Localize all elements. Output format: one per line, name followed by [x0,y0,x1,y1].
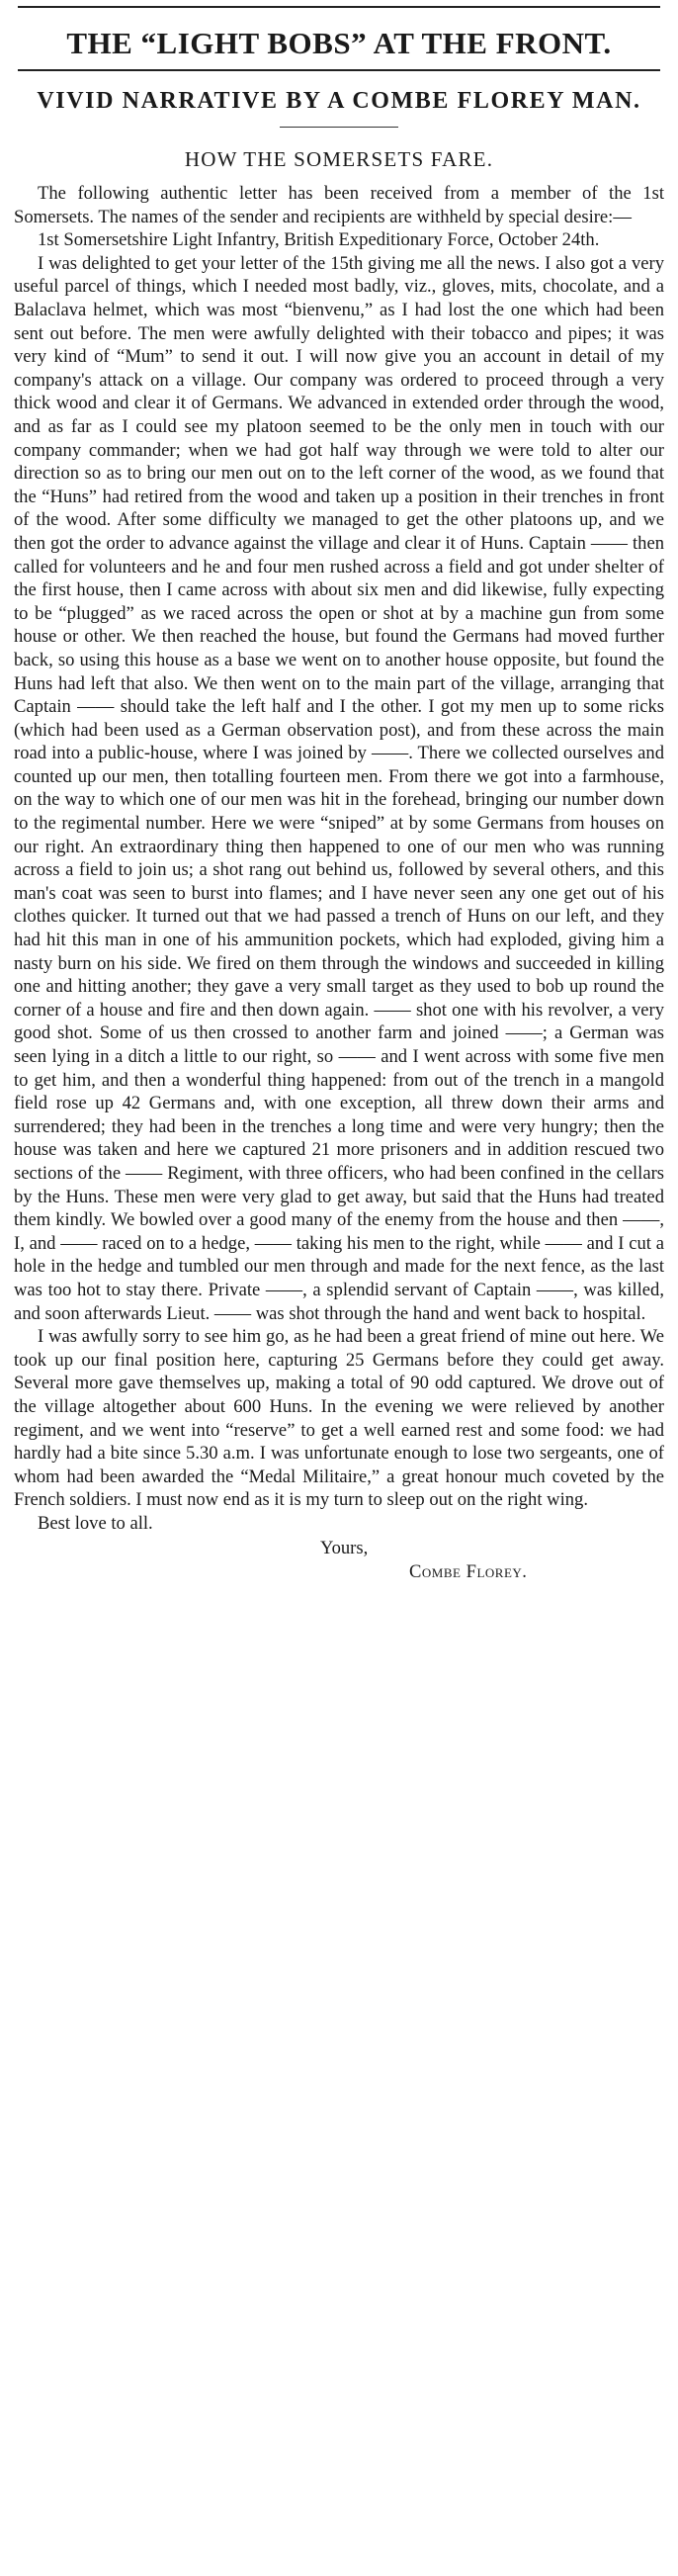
intro-paragraph: The following authentic letter has been received from a member of the 1st Somersets. The names of the sender and recipients are withheld by special desire:— [14,183,664,227]
top-rule [18,6,660,8]
short-divider [280,127,398,128]
closing-block [14,1537,664,1583]
closing-yours: Yours, [320,1538,369,1559]
letter-paragraph: I was awfully sorry to see him go, as he had been a great friend of mine out here. We took up our final position here, capturing 25 Germans before they could get away. Several more gave themselves up, making a total of 90 odd captured. We drove out of the village altogether about 600 Huns. In the evening we were relieved by another regiment, and we went into “reserve” to get a well earned rest and some food: we had hardly had a bite since 5.30 a.m. I was unfortunate enough to lose two sergeants, one of whom had been awarded the “Medal Militaire,” a great honour much coveted by the French soldiers. I must now end as it is my turn to sleep out on the right wing. [14,1326,664,1511]
letter-dateline: 1st Somersetshire Light Infantry, British Expeditionary Force, October 24th. [38,229,600,251]
letter-paragraph: I was delighted to get your letter of the 15th giving me all the news. I also got a very useful parcel of things, which I needed most badly, viz., gloves, mits, chocolate, and a Balaclava helmet, which was most “bienvenu,” as I had lost the one which had been sent out before. The men were awfully delighted with their tobacco and pipes; it was very kind of “Mum” to send it out. I will now give you an account in detail of my company's attack on a village. Our company was ordered to proceed through a very thick wood and clear it of Germans. We advanced in extended order through the wood, and as far as I could see my platoon seemed to be the only men in touch with our company commander; when we had got half way through we were told to alter our direction so as to bring our men out on to the left corner of the wood, as we found that the “Huns” had retired from the wood and taken up a position in their trenches in front of the wood. After some difficulty we managed to get the other platoons up, and we then got the order to advance against the village and clear it of Huns. Captain —— then called for volunteers and he and four men rushed across a field and got under shelter of the first house, then I came across with about six men and did likewise, fully expecting to be “plugged” as we raced across the open or shot at by a machine gun from some house or other. We then reached the house, but found the Germans had moved further back, so using this house as a base we went on to another house opposite, but found the Huns had left that also. We then went on to the main part of the village, arranging that Captain —— should take the left half and I the other. I got my men up to some ricks (which had been used as a German observation post), and from these across the main road into a public-house, where I was joined by ——. There we collected ourselves and counted up our men, then totalling fourteen men. From there we got into a farmhouse, on the way to which one of our men was hit in the forehead, bringing our number down to the regimental number. Here we were “sniped” at by some Germans from houses on our right. An extraordinary thing then happened to one of our men who was running across a field to join us; a shot rang out behind us, followed by several others, and this man's coat was seen to burst into flames; and I have never seen any one get out of his clothes quicker. It turned out that we had passed a trench of Huns on our left, and they had hit this man in one of his ammunition pockets, which had exploded, giving him a nasty burn on his side. We fired on them through the windows and succeeded in killing one and hitting another; they gave a very small target as they used to bob up round the corner of a house and fire and then down again. —— shot one with his revolver, a very good shot. Some of us then crossed to another farm and joined ——; a German was seen lying in a ditch a little to our right, so —— and I went across with some five men to get him, and then a wonderful thing happened: from out of the trench in a mangold field rose up 42 Germans and, with one exception, all threw down their arms and surrendered; they had been in the trenches a long time and were very hungry; then the house was taken and here we captured 21 more prisoners and in addition rescued two sections of the —— Regiment, with three officers, who had been confined in the cellars by the Huns. These men were very glad to get away, but said that the Huns had treated them kindly. We bowled over a good many of the enemy from the house and then ——, I, and —— raced on to a hedge, —— taking his men to the right, while —— and I cut a hole in the hedge and tumbled our men through and made for the next fence, as the last was too hot to stay there. Private ——, a splendid servant of Captain ——, was killed, and soon afterwards Lieut. —— was shot through the hand and went back to hospital. [14,252,664,1324]
headline: THE “LIGHT BOBS” AT THE FRONT. [66,26,612,60]
section-heading: HOW THE SOMERSETS FARE. [184,147,494,172]
letter-sign-off: Best love to all. [38,1512,153,1534]
headline-rule [18,69,660,71]
signature: Combe Florey. [409,1561,528,1583]
article-body [14,182,664,1535]
subheadline: VIVID NARRATIVE BY A COMBE FLOREY MAN. [37,87,641,114]
